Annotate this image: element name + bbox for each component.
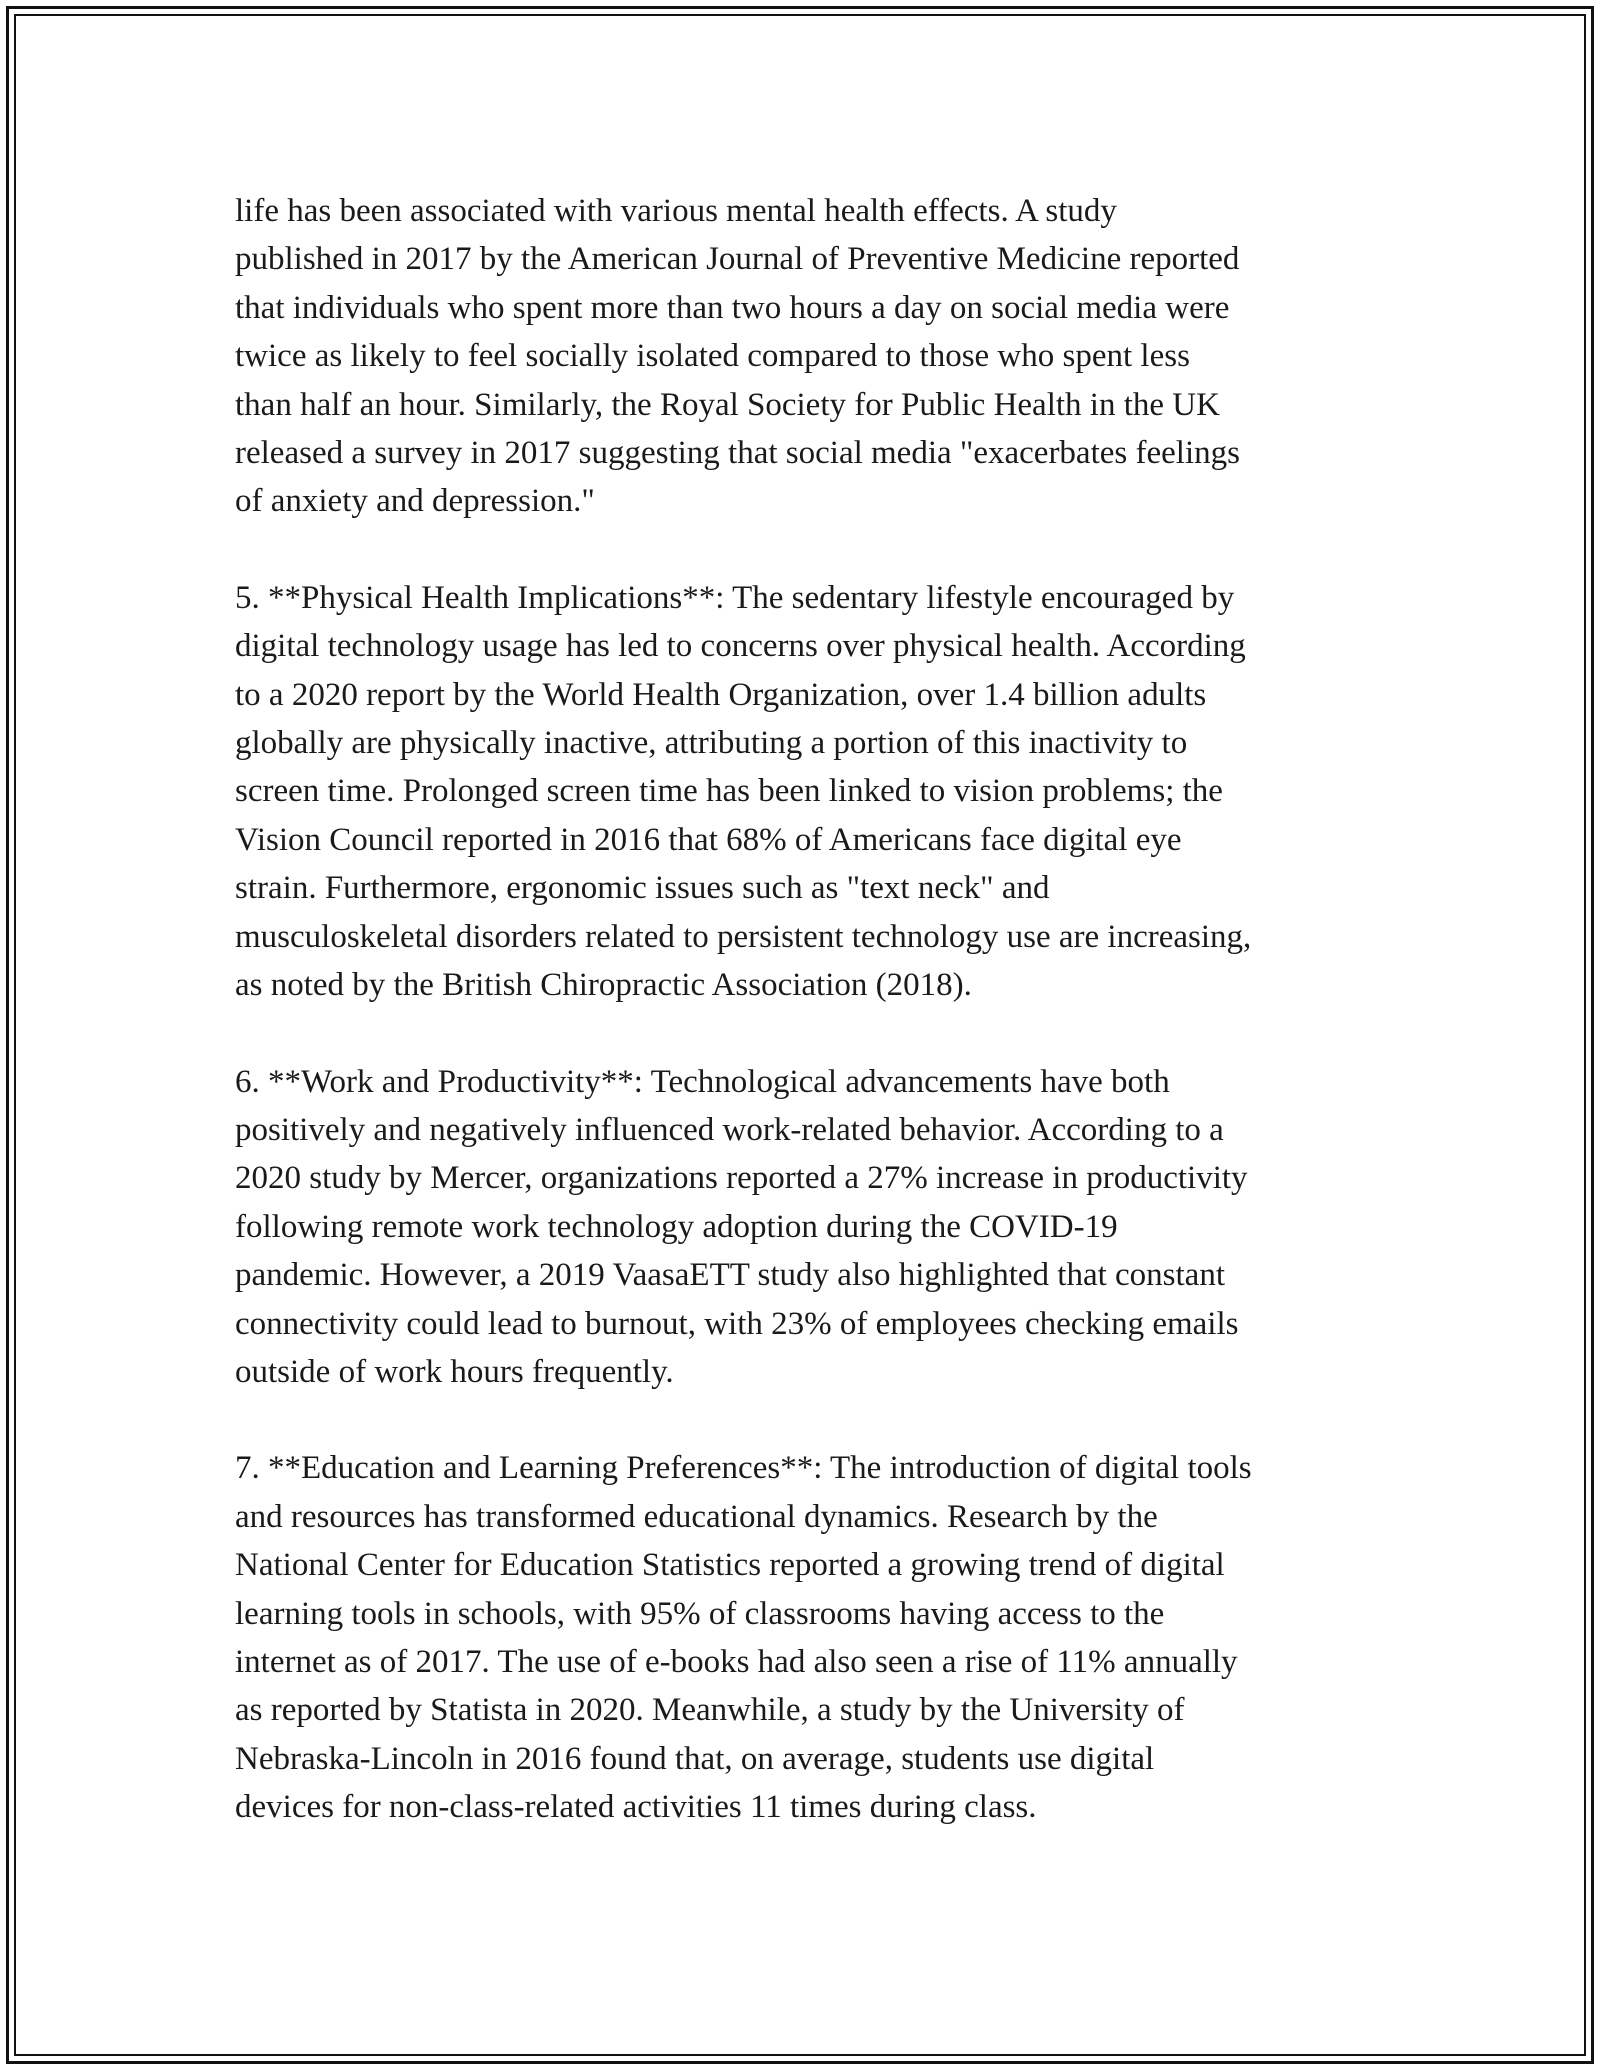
paragraph-physical-health: 5. **Physical Health Implications**: The sedentary lifestyle encouraged by digital technology usage has led to concerns over physical health. According to a 2020 report by the World Health Organization, over 1.4 billion adults globally are physically inactive, attributing a portion of this inactivity to screen time. Prolonged screen time has been linked to vision problems; the Vision Council reported in 2016 that 68% of Americans face digital eye strain. Furthermore, ergonomic issues such as "text neck" and musculoskeletal disorders related to persistent technology use are increasing, as noted by the British Chiropractic Association (2018). xyxy=(235,579,1252,1004)
paragraph-mental-health-continued: life has been associated with various mental health effects. A study published in 2017 by the American Journal of Preventive Medicine reported that individuals who spent more than two hours a day on social media were twice as likely to feel socially isolated compared to those who spent less than half an hour. Similarly, the Royal Society for Public Health in the UK released a survey in 2017 suggesting that social media "exacerbates feelings of anxiety and depression." xyxy=(235,193,1240,520)
paragraph-education-learning: 7. **Education and Learning Preferences**: The introduction of digital tools and resources has transformed educational dynamics. Research by the National Center for Education Statistics reported a growing trend of digital learning tools in schools, with 95% of classrooms having access to the internet as of 2017. The use of e-books had also seen a rise of 11% annually as reported by Statista in 2020. Meanwhile, a study by the University of Nebraska-Lincoln in 2016 found that, on average, students use digital devices for non-class-related activities 11 times during class. xyxy=(235,1450,1252,1826)
document-body xyxy=(235,187,1385,1832)
paragraph-work-productivity: 6. **Work and Productivity**: Technological advancements have both positively and negatively influenced work-related behavior. According to a 2020 study by Mercer, organizations reported a 27% increase in productivity following remote work technology adoption during the COVID-19 pandemic. However, a 2019 VaasaETT study also highlighted that constant connectivity could lead to burnout, with 23% of employees checking emails outside of work hours frequently. xyxy=(235,1063,1248,1390)
